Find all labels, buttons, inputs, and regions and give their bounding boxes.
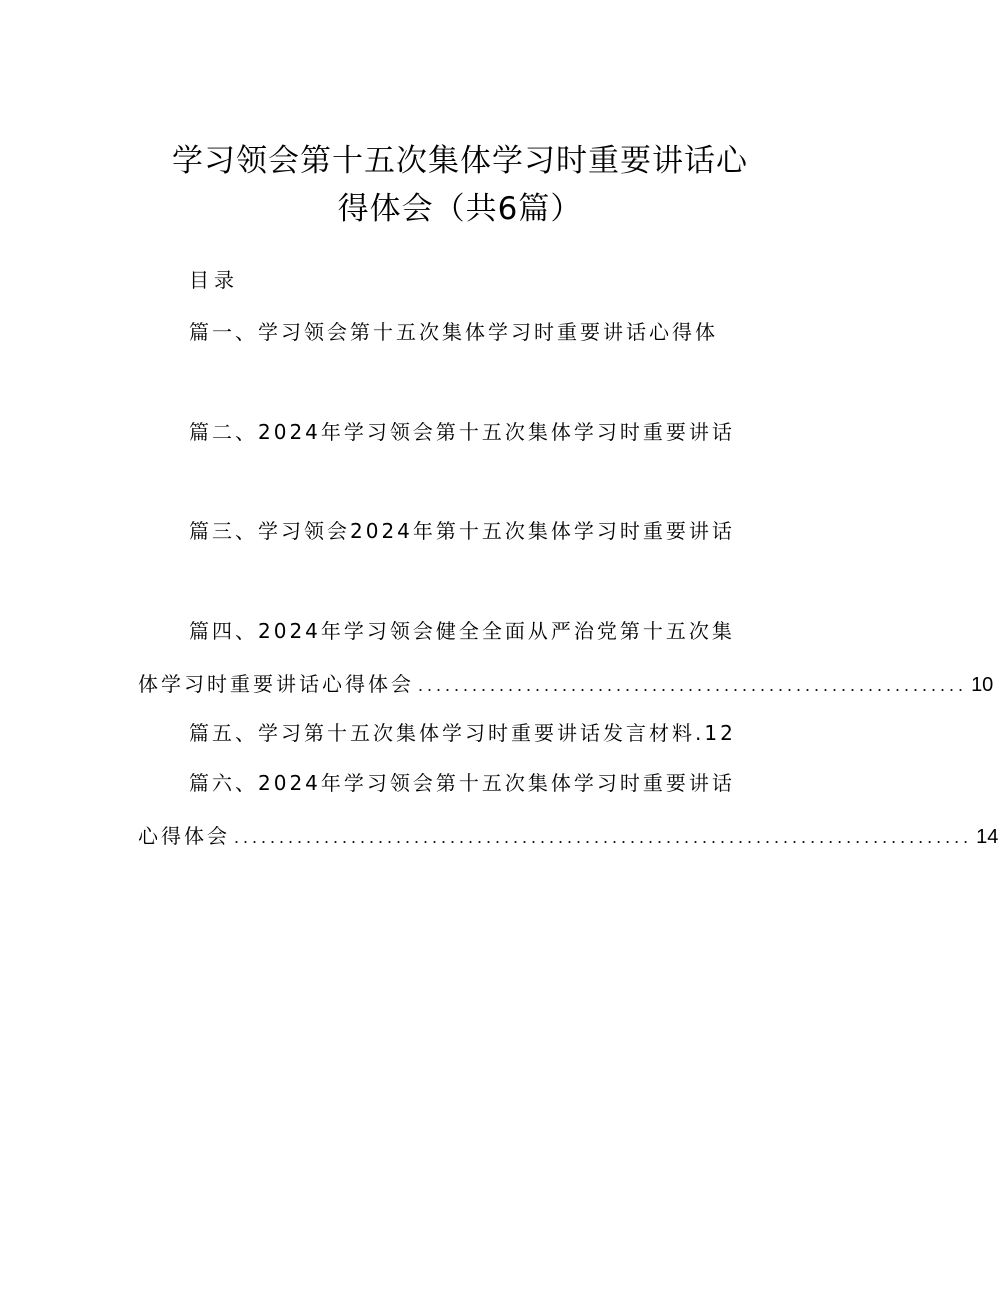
toc-heading: 目录 (189, 268, 239, 292)
toc-entry-6-continuation-text: 心得体会 (138, 824, 230, 848)
toc-entry-4[interactable]: 篇四、2024年学习领会健全全面从严治党第十五次集 (189, 619, 735, 643)
toc-entry-6[interactable]: 篇六、2024年学习领会第十五次集体学习时重要讲话 (189, 771, 735, 795)
toc-entry-4-page-number: 10 (971, 674, 994, 696)
toc-entry-6-page-number: 14 (976, 826, 998, 848)
toc-entry-3[interactable]: 篇三、学习领会2024年第十五次集体学习时重要讲话 (189, 519, 735, 543)
toc-entry-4-continuation[interactable] (138, 670, 994, 698)
toc-dot-leader: ............................................................. (418, 675, 968, 695)
document-title-line-2: 得体会（共6篇） (337, 191, 583, 227)
toc-entry-2[interactable]: 篇二、2024年学习领会第十五次集体学习时重要讲话 (189, 420, 735, 444)
toc-entry-6-continuation[interactable] (138, 822, 998, 850)
toc-entry-5[interactable]: 篇五、学习第十五次集体学习时重要讲话发言材料.12 (189, 721, 736, 745)
toc-dot-leader: .................................................................................. (234, 827, 973, 847)
document-title-line-1: 学习领会第十五次集体学习时重要讲话心 (172, 143, 748, 179)
toc-entry-1[interactable]: 篇一、学习领会第十五次集体学习时重要讲话心得体 (189, 320, 718, 344)
toc-entry-4-continuation-text: 体学习时重要讲话心得体会 (138, 672, 414, 696)
